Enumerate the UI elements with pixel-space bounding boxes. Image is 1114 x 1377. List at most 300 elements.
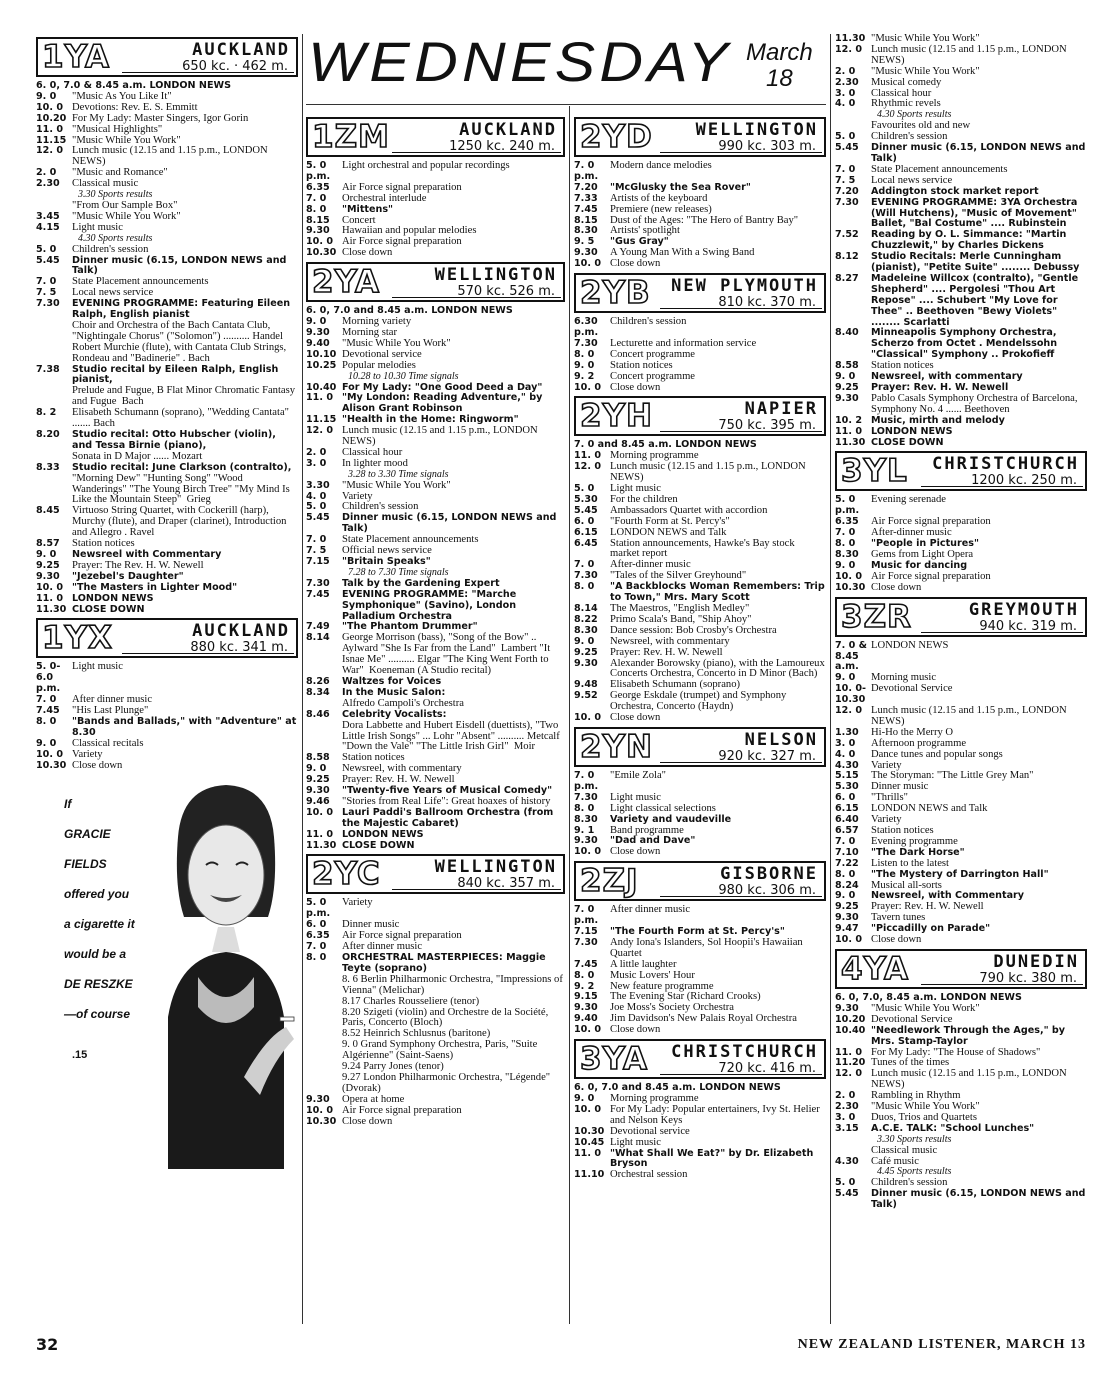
programme-time: 8. 0 [306, 203, 327, 215]
programme-title: Madeleine Willcox (contralto), "Gentle Shepherd" .... Pergolesi "Thou Art Repose" .... Schubert "My Love for Thee" .. Beethoven "Bewy Violets" ........ Scarlatti [871, 272, 1082, 328]
programme-title: Lecturette and information service [610, 337, 757, 349]
programme-title: Studio recital by Eileen Ralph, English pianist, [72, 363, 282, 386]
station-logo: 1ZM [312, 119, 390, 155]
programme-title: ORCHESTRAL MASTERPIECES: Maggie Teyte (soprano) [342, 952, 549, 974]
programme-time: 8.14 [306, 632, 330, 644]
programme-entry [574, 581, 829, 604]
programme-time: 8.27 [835, 272, 859, 284]
programme-title: Addington stock market report [871, 185, 1039, 197]
programme-entry [306, 1117, 565, 1128]
programme-title: "The Dark Horse" [871, 846, 965, 858]
programme-time: 7. 0 [306, 534, 327, 546]
programme-title: "Thrills" [871, 792, 908, 804]
programme-time: 2. 0 [36, 167, 57, 179]
programme-time: 5. 0 p.m. [306, 897, 331, 920]
programme-title: Music, mirth and melody [871, 414, 1005, 426]
programme-time: 9. 0 [306, 763, 327, 775]
programme-entry [306, 721, 565, 754]
programme-time: 8.30 [574, 225, 598, 237]
programme-title: "Jezebel's Daughter" [72, 570, 184, 582]
programme-time [306, 721, 342, 754]
programme-time: 5.45 [306, 512, 330, 524]
programme-time: 11. 0 [306, 392, 334, 404]
programme-title: "From Our Sample Box" [72, 199, 178, 211]
programme-title: Air Force signal preparation [342, 181, 462, 193]
programme-time: 5. 0 [835, 131, 856, 143]
month-label: March [746, 39, 813, 66]
programme-time: 6.30 p.m. [574, 316, 599, 338]
station-frequency: 840 kc. 357 m. [457, 876, 555, 892]
programme-time: 6. 0 [306, 919, 327, 931]
programme-title: Modern dance melodies [610, 160, 712, 171]
programme-title: Variety [72, 748, 103, 760]
programme-title: LONDON NEWS and Talk [871, 803, 988, 815]
header-rule [122, 653, 294, 654]
programme-title: Elisabeth Schumann (soprano), "Wedding Cantata" ....... Bach [72, 407, 292, 430]
programme-title: LONDON NEWS [871, 639, 949, 651]
programme-time: 7. 0 p.m. [574, 160, 599, 182]
programme-time: 7.30 [36, 298, 60, 310]
programme-entry [835, 870, 1087, 881]
programme-time: 2.30 [835, 1101, 859, 1113]
station-logo: 2YA [312, 264, 381, 301]
programme-title: In the Music Salon: [342, 686, 446, 698]
programme-entry [306, 248, 565, 259]
programme-entry [835, 67, 1087, 78]
programme-heading: 6. 0, 7.0, 8.45 a.m. LONDON NEWS [835, 991, 1022, 1003]
station-header [36, 618, 298, 658]
programme-time: 8.30 [574, 624, 598, 636]
programme-title: Devotions: Rev. E. S. Emmitt [72, 101, 198, 113]
programme-time: 9. 0 [574, 359, 595, 371]
programme-title: Variety [342, 490, 373, 502]
programme-time: 10.40 [835, 1024, 866, 1036]
programme-title: "A Backblocks Woman Remembers: Trip to Town," Mrs. Mary Scott [610, 581, 829, 604]
programme-time: 9. 2 [574, 980, 595, 992]
programme-title: Prayer: Rev. H. W. Newell [610, 646, 723, 658]
programme-time: 9.25 [574, 646, 598, 658]
programme-title: 8.52 Heinrich Schlusnus (baritone) [342, 1028, 491, 1040]
advert-line: offered you [64, 887, 130, 902]
programme-entry [574, 1138, 826, 1149]
station-header [835, 451, 1087, 491]
programme-time: 7.30 [574, 936, 598, 948]
programme-entry [574, 804, 826, 815]
programme-time: 10.20 [36, 112, 67, 124]
programme-time: 10. 0 [306, 236, 334, 248]
station-city: AUCKLAND [192, 621, 290, 642]
programme-entry [574, 317, 826, 339]
programme-time: 9.40 [306, 337, 330, 349]
station-city: CHRISTCHURCH [671, 1042, 818, 1063]
programme-title: Musical all-sorts [871, 879, 942, 891]
programme-entry [36, 717, 298, 739]
programme-entry [574, 815, 826, 826]
programme-title: "Britain Speaks" [342, 556, 431, 567]
station-frequency: 750 kc. 395 m. [718, 418, 816, 434]
programme-title: New feature programme [610, 980, 714, 992]
programme-time: 7.15 [574, 926, 598, 938]
programme-time: 4. 0 [306, 490, 327, 502]
programme-title: Children's session [871, 131, 948, 143]
programme-entry [36, 179, 298, 190]
station-frequency: 1250 kc. 240 m. [449, 139, 555, 154]
programme-time: 9. 5 [574, 236, 595, 248]
programme-entry [36, 125, 298, 136]
programme-time: 8.34 [306, 686, 330, 698]
programme-time: 11. 0 [835, 425, 863, 437]
programme-title: Lunch music (12.15 and 1.15 p.m., LONDON NEWS) [610, 461, 809, 484]
programme-time: 7.30 [306, 577, 330, 589]
programme-title: State Placement announcements [72, 276, 209, 288]
programme-title: In lighter mood [342, 457, 408, 469]
programme-time: 2.30 [835, 76, 859, 88]
programme-title: "Stories from Real Life": Great hoaxes of history [342, 795, 551, 807]
programme-title: Pablo Casals Symphony Orchestra of Barcelona, Symphony No. 4 ...... Beethoven [871, 392, 1081, 415]
programme-title: CLOSE DOWN [342, 839, 415, 851]
station-city: WELLINGTON [695, 120, 818, 140]
programme-entry [306, 710, 565, 721]
programme-title: Variety [871, 759, 902, 771]
programme-title: Classical music [72, 178, 139, 190]
programme-title: After-dinner music [610, 559, 691, 571]
programme-time: 10. 0 [306, 806, 334, 818]
programme-title: Prayer: Rev. H. W. Newell [871, 382, 1009, 393]
programme-title: Newsreel, with commentary [610, 635, 730, 647]
programme-time [306, 1073, 342, 1095]
gracie-fields-photo [148, 777, 296, 1169]
programme-entry [306, 426, 565, 448]
programme-title: Newsreel, with commentary [342, 763, 462, 775]
advert-line: would be a [64, 947, 127, 962]
programme-title: For the children [610, 493, 678, 505]
programme-title: "The Fourth Form at St. Percy's" [610, 926, 785, 938]
programme-title: "Music While You Work" [342, 337, 451, 349]
title-underline [306, 104, 826, 105]
programme-title: 9.27 London Philharmonic Orchestra, "Légende" (Dvorak) [342, 1071, 553, 1094]
programme-entry [574, 259, 826, 270]
programme-time: 9.48 [574, 679, 598, 691]
header-rule [921, 984, 1083, 985]
programme-title: George Eskdale (trumpet) and Symphony Orchestra, Concerto (Haydn) [610, 690, 789, 713]
programme-entry [306, 361, 565, 372]
programme-title: Music Lovers' Hour [610, 969, 695, 981]
programme-title: Morning variety [342, 316, 412, 328]
programme-title: "Music While You Work" [871, 33, 980, 44]
programme-title: Station notices [610, 359, 673, 371]
programme-entry [306, 830, 565, 841]
advert-line: FIELDS [64, 857, 107, 872]
programme-entry [306, 513, 565, 535]
programme-entry [835, 187, 1087, 198]
header-rule [392, 889, 561, 890]
programme-time: 9. 0 [835, 890, 856, 902]
programme-entry [36, 506, 298, 539]
programme-time: 9. 0 [835, 672, 856, 684]
programme-title: Artists' spotlight [610, 225, 680, 237]
programme-time: 8.15 [306, 214, 330, 226]
programme-title: "Dad and Dave" [610, 835, 696, 847]
programme-time: 3. 0 [835, 1111, 856, 1123]
programme-title: 8.17 Charles Rousseliere (tenor) [342, 995, 480, 1007]
programme-time: 6. 0 [835, 792, 856, 804]
programme-title: Devotional Service [871, 683, 953, 695]
programme-time: 5.45 [36, 254, 60, 266]
programme-title: Station notices [342, 752, 405, 764]
programme-title: Close down [72, 759, 123, 771]
station-frequency: 650 kc. · 462 m. [182, 59, 288, 74]
programme-title: "Music While You Work" [72, 210, 181, 222]
programme-title: Newsreel with Commentary [72, 548, 222, 560]
programme-entry [835, 45, 1087, 67]
programme-time: 3. 0 [835, 737, 856, 749]
programme-title: Station notices [72, 538, 135, 550]
header-rule [921, 632, 1083, 633]
station-frequency: 880 kc. 341 m. [190, 640, 288, 656]
station-1zm [306, 117, 565, 259]
programme-title: Devotional service [342, 348, 422, 360]
programme-title: Air Force signal preparation [342, 236, 462, 248]
programme-title: Concert [342, 214, 376, 226]
programme-time: 10.30 [306, 247, 337, 259]
programme-title: "Music While You Work" [871, 65, 980, 77]
programme-title: Local news service [72, 287, 154, 299]
programme-time: 4.30 [835, 759, 859, 771]
station-logo: 2YD [580, 119, 653, 155]
station-header [36, 37, 298, 77]
programme-entry [835, 684, 1087, 706]
programme-time: 10. 2 [835, 414, 863, 426]
programme-entry [574, 637, 826, 648]
advert-line: GRACIE [64, 827, 111, 842]
programme-title: The Maestros, "English Medley" [610, 603, 750, 614]
programme-title: "Music While You Work" [871, 1002, 980, 1014]
programme-title: Children's session [610, 316, 687, 328]
station-logo: 2YN [580, 728, 653, 765]
station-3ya-continued [835, 34, 1087, 448]
programme-time: 9. 0 [306, 316, 327, 328]
programme-time: 3. 0 [306, 457, 327, 469]
programme-time: 7.30 [574, 791, 598, 803]
programme-time: 11. 0 [36, 592, 64, 604]
station-header [835, 597, 1087, 637]
programme-time: 11. 0 [835, 1046, 863, 1058]
programme-time: 10. 0 [835, 570, 863, 582]
programme-title: Premiere (new releases) [610, 203, 712, 215]
programme-entry [574, 648, 826, 659]
programme-entry [574, 462, 826, 484]
programme-title: Evening programme [871, 835, 958, 847]
programme-title: LONDON NEWS [342, 828, 424, 840]
programme-time: 6.57 [835, 825, 859, 836]
programme-time: 9. 0 [574, 1093, 595, 1104]
programme-title: Rambling in Rhythm [871, 1090, 961, 1102]
programme-entry [835, 328, 1087, 361]
programme-time: 6.15 [574, 526, 598, 538]
programme-time: 8.20 [36, 429, 60, 440]
programme-time: 6. 0 [574, 515, 595, 527]
programme-entry [835, 1189, 1087, 1211]
programme-heading: 6. 0, 7.0 & 8.45 a.m. LONDON NEWS [36, 80, 231, 91]
programme-entry [36, 386, 298, 408]
programme-title: The Evening Star (Richard Crooks) [610, 991, 761, 1003]
programme-time: 3.15 [835, 1122, 859, 1134]
programme-title: "Fourth Form at St. Percy's" [610, 515, 730, 527]
programme-title: Band programme [610, 824, 684, 836]
programme-time: 8.30 [574, 813, 598, 825]
programme-time: 8.22 [574, 613, 598, 625]
programme-time: 7.52 [835, 229, 859, 241]
programme-time: 1.30 [835, 726, 859, 738]
programme-time: 8. 0 [574, 581, 595, 593]
programme-title: Morning programme [610, 1093, 699, 1104]
station-city: DUNEDIN [993, 951, 1079, 972]
programme-time: 11.30 [835, 436, 866, 448]
programme-time: 7. 5 [36, 287, 57, 299]
programme-entry [835, 78, 1087, 89]
header-rule [660, 896, 822, 897]
publication-footer: NEW ZEALAND LISTENER, MARCH 13 [797, 1337, 1086, 1352]
programme-title: Dinner music (6.15, LONDON NEWS and Talk) [871, 1188, 1089, 1211]
programme-time: 5. 0 p.m. [306, 160, 331, 182]
programme-time: 9.46 [306, 795, 330, 807]
programme-time: 7.30 [835, 196, 859, 208]
programme-entry [835, 143, 1087, 165]
programme-entry [36, 256, 298, 278]
programme-entry [835, 427, 1087, 438]
programme-entry [574, 905, 826, 927]
station-header [574, 1039, 826, 1079]
programme-time: 7. 5 [835, 174, 856, 186]
programme-entry [36, 594, 298, 605]
programme-time: 2.30 [36, 178, 60, 190]
advert-price: .15 [72, 1049, 88, 1062]
programme-time: 7.49 [306, 621, 330, 633]
station-header [574, 273, 826, 313]
programme-title: Studio recital: Otto Hubscher (violin), and Tessa Birnie (piano), [72, 429, 280, 451]
programme-time: 10. 0 [574, 381, 602, 393]
programme-title: CLOSE DOWN [871, 436, 944, 448]
header-rule [660, 152, 822, 153]
programme-time: 3.45 [36, 210, 60, 222]
programme-title: Children's session [342, 501, 419, 513]
programme-time: 11.20 [835, 1057, 866, 1069]
programme-entry [574, 971, 826, 982]
programme-title: Tunes of the times [871, 1057, 950, 1069]
programme-time: 7.20 [574, 181, 598, 193]
programme-title: After dinner music [610, 904, 691, 916]
programme-title: Choir and Orchestra of the Bach Cantata Club, "Nightingale Chorus" ("Solomon") .......... Handel [72, 319, 283, 342]
programme-entry [306, 997, 565, 1008]
programme-time: 10.30 [835, 581, 866, 593]
programme-entry [835, 252, 1087, 274]
programme-title: Air Force signal preparation [342, 1104, 462, 1116]
programme-title: 10.28 to 10.30 Time signals [348, 370, 459, 382]
programme-title: Orchestral interlude [342, 192, 427, 204]
programme-entry [36, 463, 298, 474]
programme-title: Concert programme [610, 348, 696, 360]
programme-title: Close down [610, 712, 661, 724]
programme-time: 7. 0 [574, 559, 595, 571]
programme-time: 7. 5 [306, 545, 327, 557]
programme-title: Lunch music (12.15 and 1.15 p.m., LONDON NEWS) [871, 705, 1070, 727]
column-rule-2 [569, 106, 570, 1324]
programme-time: 2. 0 [835, 65, 856, 77]
programme-title: For My Lady: Popular entertainers, Ivy St. Helier and Nelson Keys [610, 1103, 823, 1126]
programme-entry [574, 528, 826, 539]
programme-time: 7. 0 [835, 527, 856, 539]
station-frequency: 570 kc. 526 m. [457, 284, 555, 300]
programme-title: Rhythmic revels [871, 98, 941, 110]
programme-entry [574, 383, 826, 394]
programme-title: Lunch music (12.15 and 1.15 p.m., LONDON NEWS) [871, 43, 1070, 66]
station-city: NEW PLYMOUTH [671, 276, 818, 297]
programme-title: Musical comedy [871, 76, 942, 88]
programme-time: 8.14 [574, 603, 598, 614]
programme-title: Light classical selections [610, 802, 716, 814]
programme-entry [36, 605, 298, 616]
programme-time: 9.25 [835, 382, 859, 393]
programme-entry [306, 372, 565, 383]
programme-title: Minneapolis Symphony Orchestra, Scherzo from Octet . Mendelssohn "Classical" Symphony .. Prokofieff [871, 327, 1061, 361]
programme-time: 10.20 [835, 1013, 866, 1025]
programme-title: Station announcements, Hawke's Bay stock market report [610, 537, 798, 560]
station-frequency: 1200 kc. 250 m. [971, 473, 1077, 489]
programme-time: 7. 0 p.m. [574, 904, 599, 927]
programme-title: 3.30 Sports results [877, 1133, 952, 1145]
station-logo: 2ZJ [580, 863, 639, 900]
programme-time: 5.15 [835, 770, 859, 782]
programme-time: 11.10 [574, 1169, 605, 1181]
header-rule [660, 1074, 822, 1075]
programme-entry [36, 234, 298, 245]
programme-entry [574, 1149, 826, 1171]
programme-time: 8. 0 [835, 538, 856, 550]
programme-title: "Tales of the Silver Greyhound" [610, 570, 747, 582]
station-frequency: 920 kc. 327 m. [718, 748, 816, 764]
programme-time: 4. 0 [835, 748, 856, 760]
programme-title: Close down [342, 247, 393, 259]
column-rule-1 [302, 34, 303, 1324]
programme-time: 9.30 [574, 657, 598, 669]
programme-title: Studio recital: June Clarkson (contralto), [72, 461, 292, 473]
programme-title: Dinner music [342, 919, 400, 931]
programme-time: 7.45 [574, 958, 598, 970]
programme-title: George Morrison (bass), "Song of the Bow" .. Aylward "She Is Far from the Land" Lambert "It Isnae Me" .......... Elgar "The King Went Forth to War" Koeneman (A Studio recital) [342, 632, 553, 677]
programme-heading: 6. 0, 7.0 and 8.45 a.m. LONDON NEWS [306, 305, 513, 317]
advert-text [64, 789, 135, 1029]
programme-time: 7. 0 [835, 835, 856, 847]
programme-time: 10.40 [306, 381, 337, 393]
programme-entry [835, 416, 1087, 427]
programme-time: 7. 0 p.m. [574, 769, 599, 792]
programme-title: Dora Labbette and Hubert Eisdell (duettists), "Two Little Irish Songs" ... Lohr "Absent" .......... Metcalf "Down the Vale" "The Little Irish Girl" Moir [342, 719, 563, 753]
programme-title: Dinner music (6.15, LONDON NEWS and Talk) [72, 254, 290, 277]
programme-title: Close down [342, 1115, 393, 1127]
programme-title: After dinner music [342, 941, 423, 953]
programme-entry [306, 1106, 565, 1117]
programme-time: 8.15 [574, 214, 598, 226]
programme-time: 10. 0 [574, 1103, 602, 1115]
programme-title: Dinner music (6.15, LONDON NEWS and Talk) [342, 512, 560, 535]
programme-title: Hawaiian and popular melodies [342, 225, 477, 237]
programme-time: 10. 0 [574, 846, 602, 858]
programme-time: 8. 0 [574, 348, 595, 360]
station-2yc [306, 854, 565, 1127]
day-number: 18 [765, 65, 793, 92]
station-city: WELLINGTON [434, 265, 557, 286]
programme-title: Orchestral session [610, 1169, 688, 1181]
